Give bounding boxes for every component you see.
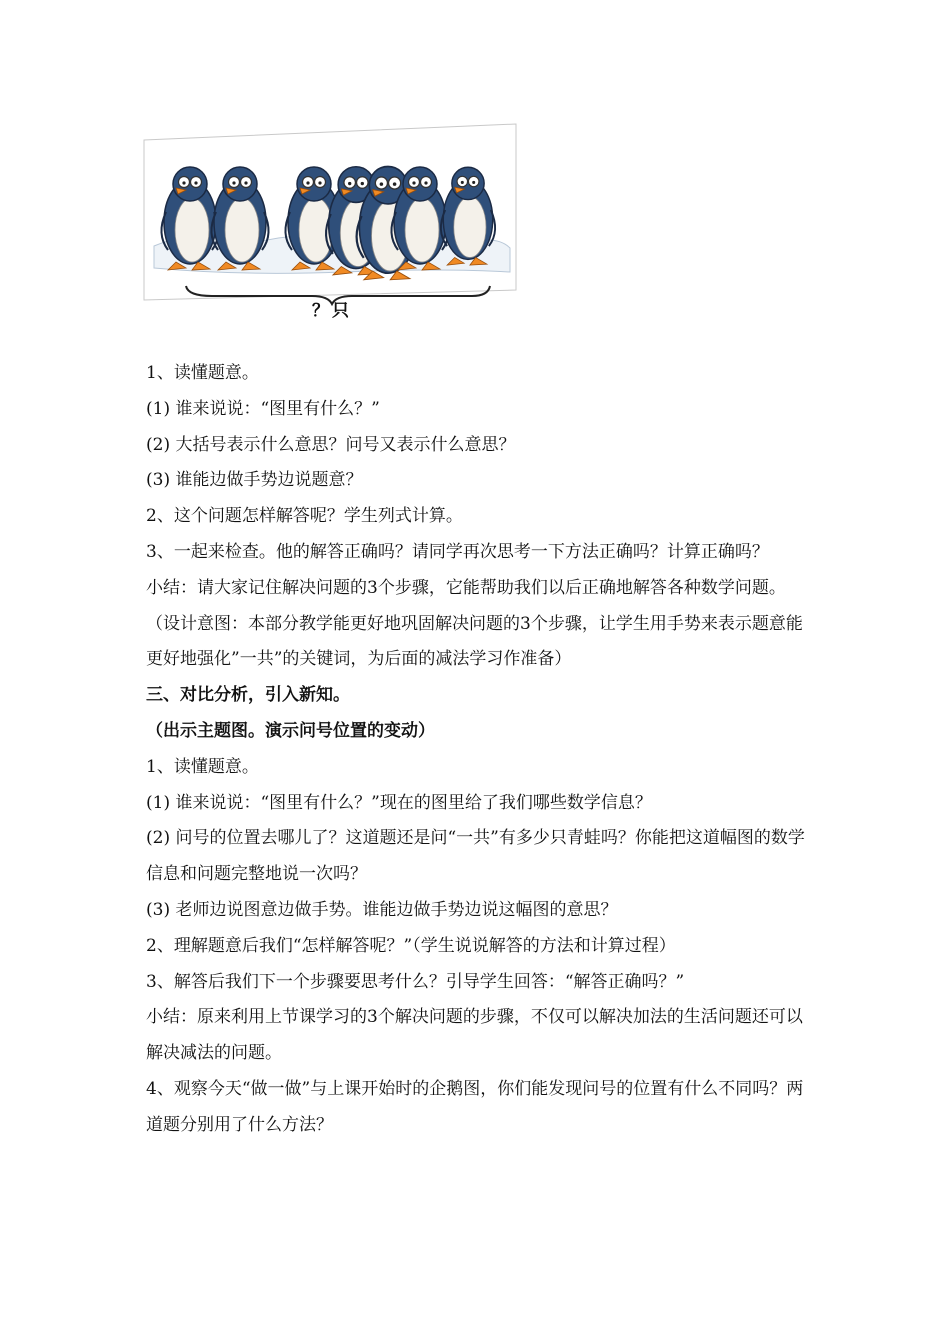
- paragraph: 1、读懂题意。: [146, 363, 259, 383]
- paragraph: 小结：请大家记住解决问题的3个步骤，它能帮助我们以后正确地解答各种数学问题。: [146, 577, 786, 598]
- document-body: [146, 356, 810, 1144]
- paragraph: 3、一起来检查。他的解答正确吗？请同学再次思考一下方法正确吗？计算正确吗？: [146, 541, 769, 562]
- paragraph: (1) 谁来说说：“图里有什么？”现在的图里给了我们哪些数学信息？: [146, 792, 652, 813]
- paragraph: 小结：原来利用上节课学习的3个解决问题的步骤，不仅可以解决加法的生活问题还可以解决减法的问题。: [146, 1007, 803, 1064]
- paragraph: 4、观察今天“做一做”与上课开始时的企鹅图，你们能发现问号的位置有什么不同吗？两道题分别用了什么方法？: [146, 1078, 804, 1135]
- paragraph: (1) 谁来说说：“图里有什么？”: [146, 398, 380, 419]
- paragraph: (2) 问号的位置去哪儿了？这道题还是问“一共”有多少只青蛙吗？你能把这道幅图的数学信息和问题完整地说一次吗？: [146, 828, 805, 885]
- paragraph: 2、理解题意后我们“怎样解答呢？”（学生说说解答的方法和计算过程）: [146, 935, 676, 956]
- penguin-figure: [142, 122, 520, 320]
- paragraph: 3、解答后我们下一个步骤要思考什么？引导学生回答：“解答正确吗？”: [146, 971, 685, 992]
- paragraph: (3) 老师边说图意边做手势。谁能边做手势边说这幅图的意思？: [146, 899, 618, 920]
- brace-label: ？只: [312, 301, 352, 321]
- section-heading: （出示主题图。演示问号位置的变动）: [146, 720, 435, 741]
- paragraph: 2、这个问题怎样解答呢？学生列式计算。: [146, 506, 463, 527]
- paragraph: (3) 谁能边做手势边说题意？: [146, 470, 363, 491]
- paragraph: （设计意图：本部分教学能更好地巩固解决问题的3个步骤，让学生用手势来表示题意能更好地强化”一共”的关键词，为后面的减法学习作准备）: [146, 613, 803, 670]
- paragraph: (2) 大括号表示什么意思？问号又表示什么意思？: [146, 434, 516, 455]
- section-heading: 三、对比分析，引入新知。: [146, 685, 350, 706]
- penguin-group-illustration: [142, 122, 520, 320]
- paragraph: 1、读懂题意。: [146, 756, 259, 777]
